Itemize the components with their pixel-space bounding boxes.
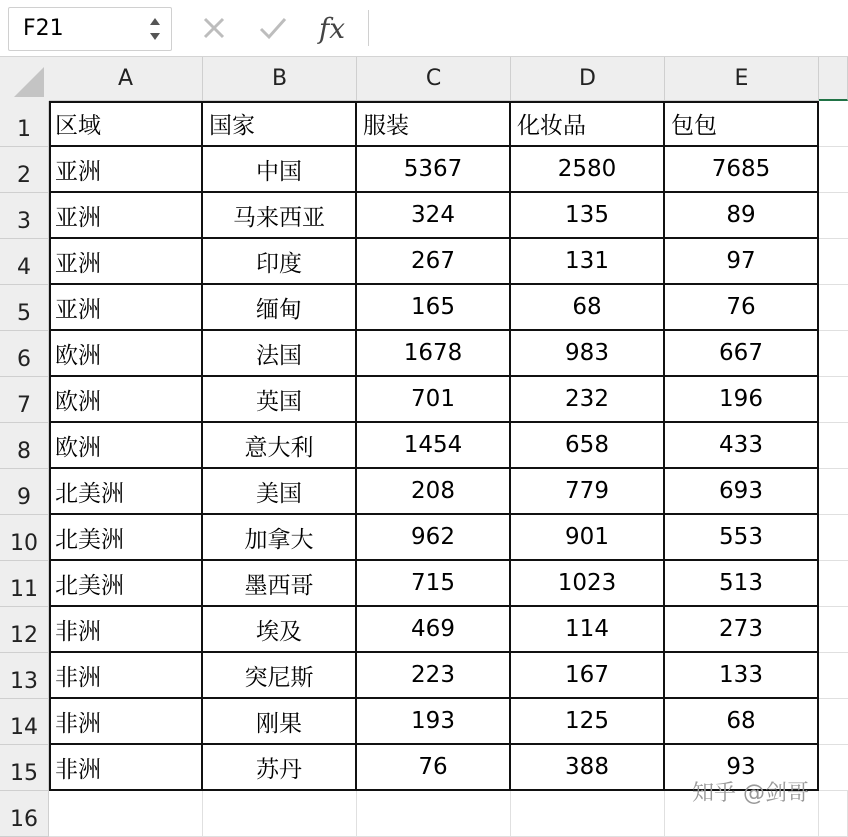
table-cell[interactable]: 133 [665, 653, 819, 699]
table-cell[interactable]: 1454 [357, 423, 511, 469]
table-cell[interactable]: 马来西亚 [203, 193, 357, 239]
empty-cell[interactable] [819, 561, 848, 607]
table-cell[interactable]: 701 [357, 377, 511, 423]
table-cell[interactable]: 433 [665, 423, 819, 469]
table-cell[interactable]: 135 [511, 193, 665, 239]
row-header-13[interactable]: 13 [0, 653, 49, 699]
name-box[interactable] [8, 7, 172, 51]
empty-cell[interactable] [819, 515, 848, 561]
empty-cell[interactable] [819, 469, 848, 515]
row-header-15[interactable]: 15 [0, 745, 49, 791]
table-cell[interactable]: 非洲 [49, 745, 203, 791]
column-header-c[interactable]: C [357, 57, 511, 101]
table-cell[interactable]: 非洲 [49, 653, 203, 699]
table-header-cell[interactable]: 服装 [357, 101, 511, 147]
empty-cell[interactable] [819, 653, 848, 699]
empty-cell[interactable] [203, 791, 357, 837]
empty-cell[interactable] [819, 193, 848, 239]
row-header-14[interactable]: 14 [0, 699, 49, 745]
row-header-8[interactable]: 8 [0, 423, 49, 469]
table-cell[interactable]: 2580 [511, 147, 665, 193]
row-header-2[interactable]: 2 [0, 147, 49, 193]
empty-cell[interactable] [819, 239, 848, 285]
table-cell[interactable]: 196 [665, 377, 819, 423]
row-header-10[interactable]: 10 [0, 515, 49, 561]
table-cell[interactable]: 273 [665, 607, 819, 653]
table-cell[interactable]: 亚洲 [49, 147, 203, 193]
insert-function-icon[interactable]: fx [318, 11, 346, 45]
table-cell[interactable]: 7685 [665, 147, 819, 193]
table-cell[interactable]: 中国 [203, 147, 357, 193]
row-header-6[interactable]: 6 [0, 331, 49, 377]
row-header-3[interactable]: 3 [0, 193, 49, 239]
table-cell[interactable]: 693 [665, 469, 819, 515]
table-cell[interactable]: 刚果 [203, 699, 357, 745]
table-cell[interactable]: 125 [511, 699, 665, 745]
table-cell[interactable]: 北美洲 [49, 469, 203, 515]
empty-cell[interactable] [819, 791, 848, 837]
table-cell[interactable]: 901 [511, 515, 665, 561]
table-cell[interactable]: 167 [511, 653, 665, 699]
empty-cell[interactable] [819, 331, 848, 377]
table-cell[interactable]: 76 [357, 745, 511, 791]
row-header-1[interactable]: 1 [0, 101, 49, 147]
table-cell[interactable]: 埃及 [203, 607, 357, 653]
table-cell[interactable]: 667 [665, 331, 819, 377]
row-header-11[interactable]: 11 [0, 561, 49, 607]
table-cell[interactable]: 苏丹 [203, 745, 357, 791]
name-box-stepper-icon[interactable] [147, 12, 163, 46]
row-header-9[interactable]: 9 [0, 469, 49, 515]
empty-cell[interactable] [819, 377, 848, 423]
table-cell[interactable]: 93 [665, 745, 819, 791]
table-cell[interactable]: 亚洲 [49, 285, 203, 331]
column-header-d[interactable]: D [511, 57, 665, 101]
table-cell[interactable]: 76 [665, 285, 819, 331]
table-cell[interactable]: 513 [665, 561, 819, 607]
table-cell[interactable]: 意大利 [203, 423, 357, 469]
table-cell[interactable]: 962 [357, 515, 511, 561]
table-cell[interactable]: 983 [511, 331, 665, 377]
table-cell[interactable]: 北美洲 [49, 515, 203, 561]
table-cell[interactable]: 193 [357, 699, 511, 745]
table-cell[interactable]: 墨西哥 [203, 561, 357, 607]
column-header-e[interactable]: E [665, 57, 819, 101]
table-header-cell[interactable]: 包包 [665, 101, 819, 147]
table-cell[interactable]: 232 [511, 377, 665, 423]
table-cell[interactable]: 加拿大 [203, 515, 357, 561]
empty-cell[interactable] [819, 147, 848, 193]
table-cell[interactable]: 553 [665, 515, 819, 561]
confirm-formula-icon[interactable] [253, 8, 293, 48]
empty-cell[interactable] [819, 101, 848, 147]
column-header-row [0, 57, 848, 101]
empty-cell[interactable] [819, 423, 848, 469]
table-cell[interactable]: 5367 [357, 147, 511, 193]
table-cell[interactable]: 亚洲 [49, 239, 203, 285]
name-box-value: F21 [23, 16, 64, 41]
table-cell[interactable]: 89 [665, 193, 819, 239]
table-cell[interactable]: 324 [357, 193, 511, 239]
empty-cell[interactable] [819, 745, 848, 791]
table-cell[interactable]: 658 [511, 423, 665, 469]
table-cell[interactable]: 223 [357, 653, 511, 699]
table-cell[interactable]: 英国 [203, 377, 357, 423]
spreadsheet-grid [0, 57, 848, 832]
table-left-border [49, 101, 51, 791]
table-cell[interactable]: 1678 [357, 331, 511, 377]
cancel-formula-icon[interactable] [194, 8, 234, 48]
column-header-f[interactable] [819, 57, 848, 101]
table-cell[interactable]: 388 [511, 745, 665, 791]
formula-bar [0, 0, 848, 57]
table-cell[interactable]: 68 [665, 699, 819, 745]
table-cell[interactable]: 法国 [203, 331, 357, 377]
empty-cell[interactable] [511, 791, 665, 837]
row-header-4[interactable]: 4 [0, 239, 49, 285]
table-cell[interactable]: 68 [511, 285, 665, 331]
table-cell[interactable]: 突尼斯 [203, 653, 357, 699]
table-cell[interactable]: 美国 [203, 469, 357, 515]
table-cell[interactable]: 779 [511, 469, 665, 515]
table-cell[interactable]: 1023 [511, 561, 665, 607]
row-header-12[interactable]: 12 [0, 607, 49, 653]
table-header-cell[interactable]: 区域 [49, 101, 203, 147]
formula-input[interactable] [368, 10, 848, 46]
empty-cell[interactable] [819, 699, 848, 745]
table-cell[interactable]: 印度 [203, 239, 357, 285]
table-cell[interactable]: 469 [357, 607, 511, 653]
table-header-cell[interactable]: 化妆品 [511, 101, 665, 147]
row-header-16[interactable]: 16 [0, 791, 49, 837]
table-cell[interactable]: 97 [665, 239, 819, 285]
watermark: 知乎 @剑哥 [692, 781, 809, 806]
empty-cell[interactable] [819, 285, 848, 331]
empty-cell[interactable] [49, 791, 203, 837]
table-cell[interactable]: 非洲 [49, 699, 203, 745]
table-cell[interactable]: 缅甸 [203, 285, 357, 331]
row-header-5[interactable]: 5 [0, 285, 49, 331]
table-cell[interactable]: 208 [357, 469, 511, 515]
table-top-border [49, 101, 819, 103]
row-header-7[interactable]: 7 [0, 377, 49, 423]
table-cell[interactable]: 亚洲 [49, 193, 203, 239]
table-cell[interactable]: 非洲 [49, 607, 203, 653]
table-cell[interactable]: 114 [511, 607, 665, 653]
column-header-a[interactable]: A [49, 57, 203, 101]
table-cell[interactable]: 267 [357, 239, 511, 285]
table-cell[interactable]: 165 [357, 285, 511, 331]
column-header-b[interactable]: B [203, 57, 357, 101]
table-cell[interactable]: 欧洲 [49, 423, 203, 469]
table-header-cell[interactable]: 国家 [203, 101, 357, 147]
empty-cell[interactable] [819, 607, 848, 653]
table-cell[interactable]: 欧洲 [49, 377, 203, 423]
empty-cell[interactable] [357, 791, 511, 837]
table-cell[interactable]: 715 [357, 561, 511, 607]
table-cell[interactable]: 欧洲 [49, 331, 203, 377]
table-cell[interactable]: 131 [511, 239, 665, 285]
table-cell[interactable]: 北美洲 [49, 561, 203, 607]
